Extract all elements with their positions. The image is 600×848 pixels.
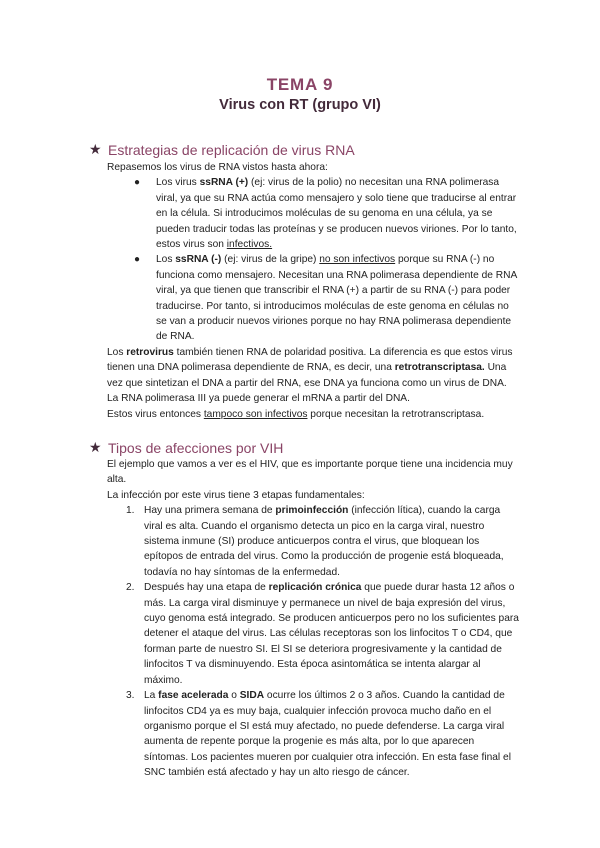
- paragraph: Los retrovirus también tienen RNA de polaridad positiva. La diferencia es que estos virus tienen una DNA polimerasa dependiente de RNA, es decir, una retrotranscriptasa. Una vez que sintetizan el DNA a partir del RNA, ese DNA ya funciona como un virus de DNA. La RNA polimerasa III ya puede generar el mRNA a partir del DNA.: [107, 346, 513, 405]
- section-heading-text: Tipos de afecciones por VIH: [108, 439, 284, 456]
- section-heading-replicacion: [89, 141, 355, 158]
- stages-list: [107, 503, 519, 780]
- bullet-icon: ●: [134, 177, 141, 189]
- page-subtitle: Virus con RT (grupo VI): [219, 97, 381, 113]
- section-replicacion-body: [107, 160, 519, 422]
- section-heading-text: Estrategias de replicación de virus RNA: [108, 141, 355, 158]
- paragraph: El ejemplo que vamos a ver es el HIV, que es importante porque tiene una incidencia muy alta.: [107, 459, 513, 486]
- paragraph: Estos virus entonces tampoco son infectivos porque necesitan la retrotranscriptasa.: [107, 408, 485, 420]
- star-icon: ★: [89, 439, 102, 455]
- bullet-icon: ●: [134, 254, 141, 266]
- paragraph: Repasemos los virus de RNA vistos hasta ahora:: [107, 162, 328, 173]
- paragraph: La infección por este virus tiene 3 etapas fundamentales:: [107, 489, 365, 501]
- list-item: ● Los virus ssRNA (+) (ej: virus de la polio) no necesitan una RNA polimerasa viral, ya que su RNA actúa como mensajero y solo tiene que traducirse al entrar en la célula. Si introducimos moléculas de su genoma en una célula, ya se pueden traducir todas las proteínas y se producen nuevos viriones. Por lo tanto, estos virus son infectivos.: [134, 177, 517, 251]
- list-item: ● Los ssRNA (-) (ej: virus de la gripe) no son infectivos porque su RNA (-) no funciona como mensajero. Necesitan una RNA polimerasa dependiente de RNA viral, ya que tienen que transcribir el RNA (+) a partir de su RNA (-) para poder traducirse. Por tanto, si introducimos moléculas de este genoma en células no se van a producir nuevos viriones porque no hay RNA polimerasa dependiente de RNA.: [134, 254, 517, 343]
- list-item: 2. Después hay una etapa de replicación crónica que puede durar hasta 12 años o más. La carga viral disminuye y permanece un nivel de baja expresión del virus, cuyo genoma está integrado. Se producen anticuerpos pero no los suficientes para detener el ataque del virus. Las células receptoras son los linfocitos T o CD4, que forman parte de nuestro SI. El SI se deteriora progresivamente y la cantidad de linfocitos T va disminuyendo. Esta época asintomática se intenta alargar al máximo.: [126, 582, 519, 686]
- star-icon: ★: [89, 141, 102, 157]
- section-vih-body: [107, 457, 519, 781]
- section-heading-vih: [89, 439, 283, 456]
- page-title: TEMA 9: [266, 75, 334, 94]
- virus-list: [134, 175, 519, 344]
- list-item: 3. La fase acelerada o SIDA ocurre los últimos 2 o 3 años. Cuando la cantidad de linfocitos CD4 ya es muy baja, cualquier infección provoca mucho daño en el organismo porque el SI está muy afectado, no puede defenderse. La carga viral aumenta de repente porque la progenie es más alta, por lo que aparecen síntomas. Los pacientes mueren por cualquier otra infección. En esta fase final el SNC también está afectado y hay un alto riesgo de cáncer.: [126, 690, 511, 779]
- list-item: 1. Hay una primera semana de primoinfección (infección lítica), cuando la carga viral es alta. Cuando el organismo detecta un pico en la carga viral, nuestro sistema inmune (SI) produce anticuerpos contra el virus, que bloquean los epítopos de entrada del virus. Como la producción de progenie está bloqueada, todavía no hay síntomas de la enfermedad.: [126, 505, 504, 578]
